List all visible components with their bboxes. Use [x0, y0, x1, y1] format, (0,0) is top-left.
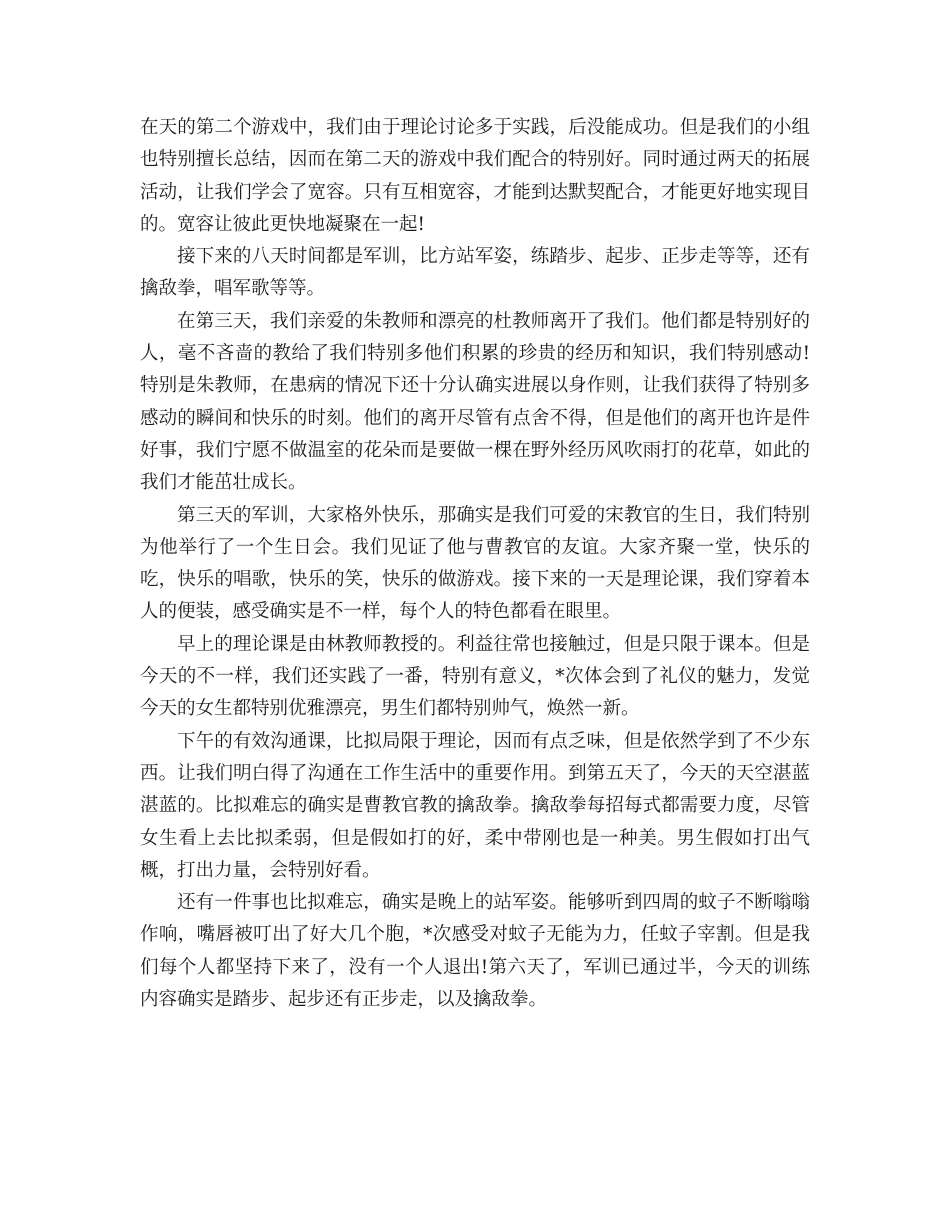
document-body — [140, 112, 810, 1016]
paragraph-7: 还有一件事也比拟难忘，确实是晚上的站军姿。能够听到四周的蚊子不断嗡嗡作响，嘴唇被叮出了好大几个胞，*次感受对蚊子无能为力，任蚊子宰割。但是我们每个人都坚持下来了，没有一个人退出!第六天了，军训已通过半，今天的训练内容确实是踏步、起步还有正步走，以及擒敌拳。 — [140, 892, 810, 1011]
paragraph-2: 接下来的八天时间都是军训，比方站军姿，练踏步、起步、正步走等等，还有擒敌拳，唱军歌等等。 — [140, 246, 810, 300]
paragraph-6: 下午的有效沟通课，比拟局限于理论，因而有点乏味，但是依然学到了不少东西。让我们明白得了沟通在工作生活中的重要作用。到第五天了，今天的天空湛蓝湛蓝的。比拟难忘的确实是曹教官教的擒敌拳。擒敌拳每招每式都需要力度，尽管女生看上去比拟柔弱，但是假如打的好，柔中带刚也是一种美。男生假如打出气概，打出力量，会特别好看。 — [140, 730, 810, 881]
paragraph-1: 在天的第二个游戏中，我们由于理论讨论多于实践，后没能成功。但是我们的小组也特别擅长总结，因而在第二天的游戏中我们配合的特别好。同时通过两天的拓展活动，让我们学会了宽容。只有互相宽容，才能到达默契配合，才能更好地实现目的。宽容让彼此更快地凝聚在一起! — [140, 117, 810, 235]
paragraph-5: 早上的理论课是由林教师教授的。利益往常也接触过，但是只限于课本。但是今天的不一样，我们还实践了一番，特别有意义，*次体会到了礼仪的魅力，发觉今天的女生都特别优雅漂亮，男生们都特别帅气，焕然一新。 — [140, 633, 810, 720]
paragraph-3: 在第三天，我们亲爱的朱教师和漂亮的杜教师离开了我们。他们都是特别好的人，毫不吝啬的教给了我们特别多他们积累的珍贵的经历和知识，我们特别感动!特别是朱教师，在患病的情况下还十分认确实进展以身作则，让我们获得了特别多感动的瞬间和快乐的时刻。他们的离开尽管有点舍不得，但是他们的离开也许是件好事，我们宁愿不做温室的花朵而是要做一棵在野外经历风吹雨打的花草，如此的我们才能茁壮成长。 — [140, 310, 810, 494]
paragraph-4: 第三天的军训，大家格外快乐，那确实是我们可爱的宋教官的生日，我们特别为他举行了一个生日会。我们见证了他与曹教官的友谊。大家齐聚一堂，快乐的吃，快乐的唱歌，快乐的笑，快乐的做游戏。接下来的一天是理论课，我们穿着本人的便装，感受确实是不一样，每个人的特色都看在眼里。 — [140, 504, 810, 623]
